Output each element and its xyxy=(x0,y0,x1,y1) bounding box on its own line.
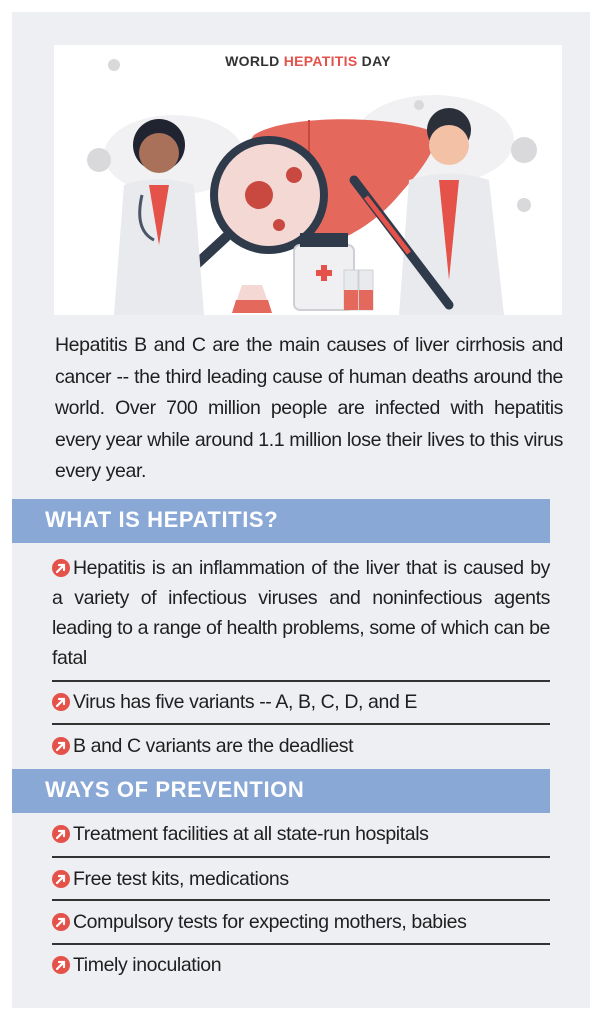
intro-paragraph: Hepatitis B and C are the main causes of liver cirrhosis and cancer -- the third leading cause of human deaths around the world. Over 700 million people are infected with hepatitis every year while around 1.1 million lose their lives to this virus every year. xyxy=(55,334,563,482)
list-item: Timely inoculation xyxy=(52,950,550,980)
arrow-bullet-icon xyxy=(52,737,70,755)
list-item: Hepatitis is an inflammation of the liver that is caused by a variety of infectious viruses and noninfectious agents leading to a range of health problems, some of which can be fatal xyxy=(52,557,550,669)
infographic-card xyxy=(12,12,590,1008)
section-heading-band xyxy=(12,769,550,813)
section-heading-band xyxy=(12,499,550,543)
arrow-bullet-icon xyxy=(52,913,70,931)
arrow-bullet-icon xyxy=(52,825,70,843)
divider xyxy=(52,856,550,858)
arrow-bullet-icon xyxy=(52,956,70,974)
divider xyxy=(52,723,550,725)
hero-title: WORLD HEPATITIS DAY xyxy=(225,53,391,69)
list-item: Treatment facilities at all state-run hospitals xyxy=(52,819,550,849)
hero-illustration-graphic xyxy=(54,45,562,315)
list-item: Virus has five variants -- A, B, C, D, and E xyxy=(52,687,550,717)
divider xyxy=(52,899,550,901)
section-heading-ways-of-prevention: WAYS OF PREVENTION xyxy=(45,777,305,802)
arrow-bullet-icon xyxy=(52,559,70,577)
divider xyxy=(52,943,550,945)
hero-illustration xyxy=(54,45,562,315)
list-item: Free test kits, medications xyxy=(52,864,550,894)
divider xyxy=(52,680,550,682)
list-item: B and C variants are the deadliest xyxy=(52,731,550,761)
list-item: Compulsory tests for expecting mothers, babies xyxy=(52,907,550,937)
arrow-bullet-icon xyxy=(52,693,70,711)
section-heading-what-is-hepatitis: WHAT IS HEPATITIS? xyxy=(45,507,279,532)
arrow-bullet-icon xyxy=(52,870,70,888)
